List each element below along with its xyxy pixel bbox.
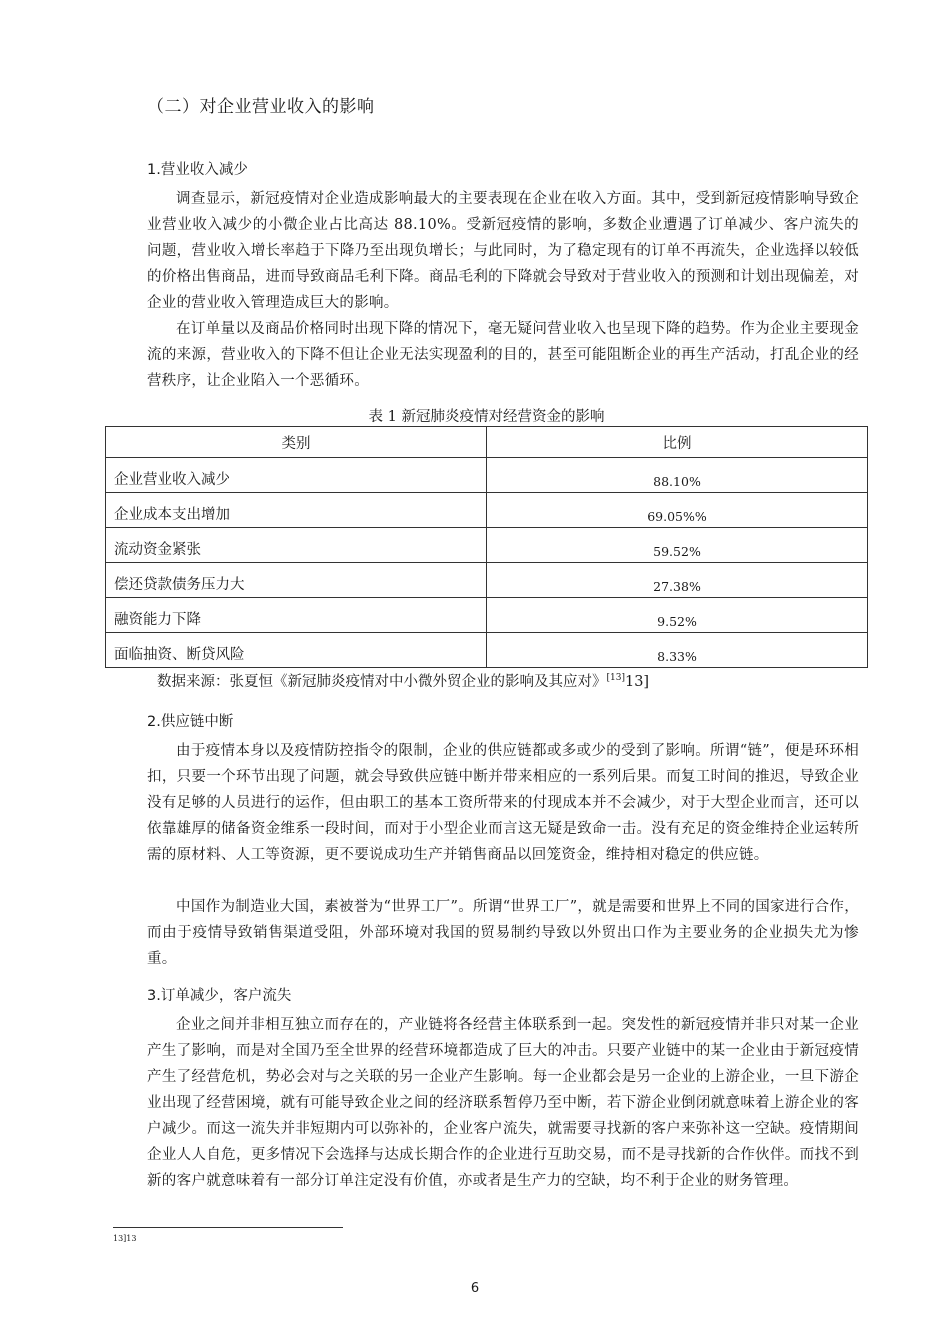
table-row xyxy=(106,598,868,633)
table-row xyxy=(106,528,868,563)
paragraph-4: 中国作为制造业大国，素被誉为“世界工厂”。所谓“世界工厂”，就是需要和世界上不同的国家进行合作，而由于疫情导致销售渠道受阻，外部环境对我国的贸易制约导致以外贸出口作为主要业务的企业损失尤为惨重。 xyxy=(147,899,859,967)
footnote: 13]13 xyxy=(113,1234,137,1243)
page-number: 6 xyxy=(470,1281,480,1296)
row-ratio: 9.52% xyxy=(487,598,868,633)
paragraph-2: 在订单量以及商品价格同时出现下降的情况下，毫无疑问营业收入也呈现下降的趋势。作为企业主要现金流的来源，营业收入的下降不但让企业无法实现盈利的目的，甚至可能阻断企业的再生产活动，打乱企业的经营秩序，让企业陷入一个恶循环。 xyxy=(147,321,859,389)
header-ratio: 比例 xyxy=(487,427,868,458)
row-category: 流动资金紧张 xyxy=(106,528,487,563)
row-category: 偿还贷款债务压力大 xyxy=(106,563,487,598)
subsection-title-2: 2.供应链中断 xyxy=(147,714,234,730)
paragraph-1: 调查显示，新冠疫情对企业造成影响最大的主要表现在企业在收入方面。其中，受到新冠疫情影响导致企业营业收入减少的小微企业占比高达 88.10%。受新冠疫情的影响，多数企业遭遇了订单减少、客户流失的问题，营业收入增长率趋于下降乃至出现负增长；与此同时，为了稳定现有的订单不再流失，企业选择以较低的价格出售商品，进而导致商品毛利下降。商品毛利的下降就会导致对于营业收入的预测和计划出现偏差，对企业的营业收入管理造成巨大的影响。 xyxy=(147,191,859,311)
row-ratio: 27.38% xyxy=(487,563,868,598)
row-ratio: 59.52% xyxy=(487,528,868,563)
row-category: 融资能力下降 xyxy=(106,598,487,633)
section-title: （二）对企业营业收入的影响 xyxy=(147,97,375,117)
footnote-divider xyxy=(113,1227,343,1228)
paragraph-3: 由于疫情本身以及疫情防控指令的限制，企业的供应链都或多或少的受到了影响。所谓“链”，便是环环相扣，只要一个环节出现了问题，就会导致供应链中断并带来相应的一系列后果。而复工时间的推迟，导致企业没有足够的人员进行的运作，但由职工的基本工资所带来的付现成本并不会减少，对于大型企业而言，还可以依靠雄厚的储备资金维系一段时间，而对于小型企业而言这无疑是致命一击。没有充足的资金维持企业运转所需的原材料、人工等资源，更不要说成功生产并销售商品以回笼资金，维持相对稳定的供应链。 xyxy=(147,743,859,863)
data-table xyxy=(105,426,868,668)
paragraph-5: 企业之间并非相互独立而存在的，产业链将各经营主体联系到一起。突发性的新冠疫情并非只对某一企业产生了影响，而是对全国乃至全世界的经营环境都造成了巨大的冲击。只要产业链中的某一企业由于新冠疫情产生了经营危机，势必会对与之关联的另一企业产生影响。每一企业都会是另一企业的上游企业，一旦下游企业出现了经营困境，就有可能导致企业之间的经济联系暂停乃至中断，若下游企业倒闭就意味着上游企业的客户减少。而这一流失并非短期内可以弥补的，企业客户流失，就需要寻找新的客户来弥补这一空缺。疫情期间企业人人自危，更多情况下会选择与达成长期合作的企业进行互助交易，而不是寻找新的合作伙伴。而找不到新的客户就意味着有一部分订单注定没有价值，亦或者是生产力的空缺，均不利于企业的财务管理。 xyxy=(147,1017,859,1189)
subsection-title-3: 3.订单减少，客户流失 xyxy=(147,988,292,1004)
row-ratio: 88.10% xyxy=(487,458,868,493)
table-row xyxy=(106,563,868,598)
row-category: 面临抽资、断贷风险 xyxy=(106,633,487,668)
header-category: 类别 xyxy=(106,427,487,458)
row-ratio: 8.33% xyxy=(487,633,868,668)
table-row xyxy=(106,493,868,528)
table-row xyxy=(106,458,868,493)
table-caption: 表 1 新冠肺炎疫情对经营资金的影响 xyxy=(368,409,605,425)
row-ratio: 69.05%% xyxy=(487,493,868,528)
row-category: 企业成本支出增加 xyxy=(106,493,487,528)
citation-marker: [13] xyxy=(606,673,625,684)
row-category: 企业营业收入减少 xyxy=(106,458,487,493)
source-text: 数据来源：张夏恒《新冠肺炎疫情对中小微外贸企业的影响及其应对》 xyxy=(157,674,607,690)
data-source-note xyxy=(157,670,649,691)
table-row xyxy=(106,633,868,668)
source-tail: 13] xyxy=(624,674,650,690)
subsection-title-1: 1.营业收入减少 xyxy=(147,162,248,178)
table-header-row xyxy=(106,427,868,458)
